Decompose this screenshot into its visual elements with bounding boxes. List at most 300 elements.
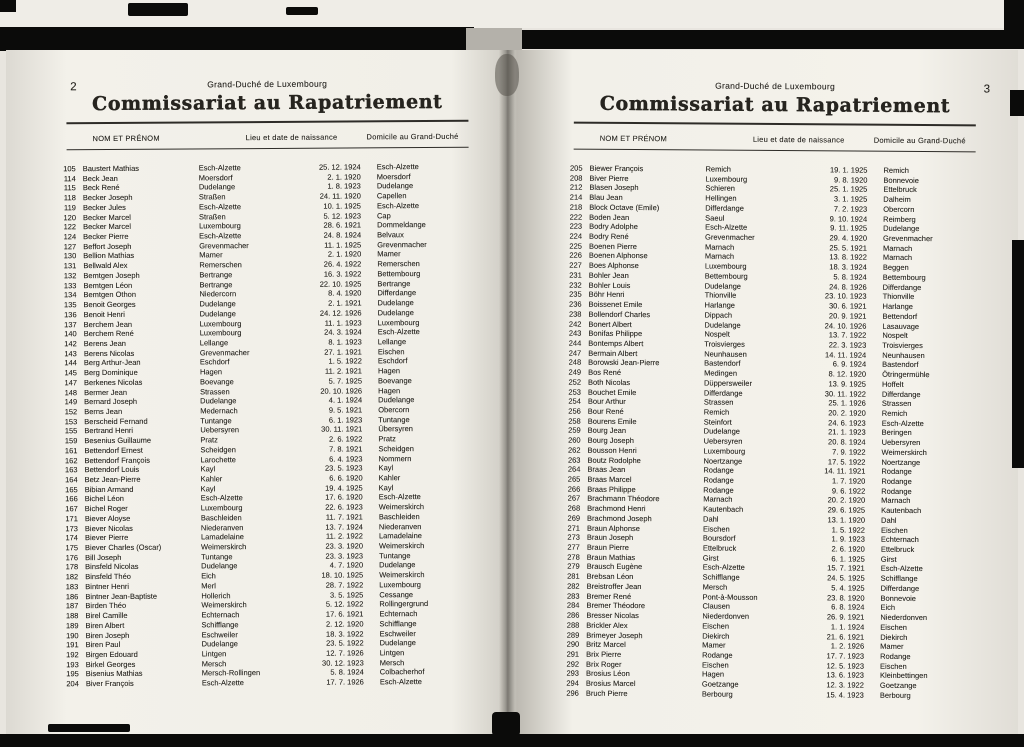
domicile-cell: Weimerskirch — [881, 447, 927, 457]
birthplace-cell: Remerschen — [199, 260, 242, 270]
birthplace-cell: Düppersweiler — [703, 378, 752, 388]
row-number: 225 — [569, 241, 583, 251]
publisher-line: Grand-Duché de Luxembourg — [715, 80, 836, 92]
domicile-cell: Esch-Alzette — [377, 327, 420, 337]
scan-artifact — [492, 712, 520, 736]
name-cell: Beck René — [82, 183, 120, 193]
birthplace-cell: Dahl — [703, 514, 719, 524]
birthdate-cell: 17. 5. 1922 — [827, 456, 866, 467]
name-cell: Both Nicolas — [587, 377, 631, 387]
name-cell: Bollendorf Charles — [588, 309, 651, 319]
domicile-cell: Dudelange — [377, 307, 414, 318]
birthdate-cell: 6. 6. 1920 — [329, 473, 363, 483]
birthdate-cell: 5. 8. 1924 — [330, 667, 364, 678]
row-number: 226 — [569, 251, 582, 261]
birthdate-cell: 10. 1. 1925 — [323, 201, 361, 211]
domicile-cell: Esch-Alzette — [881, 418, 924, 428]
domicile-cell: Echternach — [379, 609, 418, 619]
row-number: 264 — [567, 464, 581, 474]
birthdate-cell: 14. 11. 1924 — [825, 350, 867, 360]
birthdate-cell: 23. 8. 1920 — [826, 593, 865, 603]
name-cell: Brosius Marcel — [585, 678, 636, 689]
row-number: 294 — [566, 678, 579, 688]
domicile-cell: Esch-Alzette — [376, 200, 420, 211]
row-number: 195 — [66, 669, 79, 679]
name-cell: Bouchet Emile — [587, 387, 637, 397]
birthdate-cell: 24. 8. 1924 — [323, 230, 362, 240]
birthplace-cell: Hagen — [199, 367, 223, 377]
birthdate-cell: 12. 7. 1926 — [326, 648, 364, 658]
birthdate-cell: 5. 7. 1925 — [328, 376, 363, 386]
domicile-cell: Cap — [376, 210, 391, 220]
row-number: 137 — [64, 319, 77, 329]
birthdate-cell: 9. 11. 1925 — [830, 223, 868, 233]
name-cell: Brachmann Théodore — [587, 494, 660, 504]
birthplace-cell: Larochette — [200, 454, 236, 464]
row-number: 132 — [63, 271, 77, 281]
domicile-cell: Remerschen — [377, 259, 420, 269]
birthdate-cell: 12. 3. 1922 — [826, 680, 864, 690]
birthplace-cell: Lintgen — [201, 649, 227, 659]
row-number: 148 — [64, 387, 78, 397]
row-number: 248 — [568, 357, 582, 368]
birthplace-cell: Scheidgen — [200, 445, 236, 455]
birthplace-cell: Differdange — [705, 203, 744, 213]
name-cell: Bernard Joseph — [84, 397, 138, 407]
name-cell: Becker Marcel — [83, 222, 132, 232]
name-cell: Biever Nicolas — [84, 523, 133, 533]
birthplace-cell: Niederdonven — [702, 611, 750, 621]
name-cell: Brebsan Léon — [586, 571, 634, 582]
birthdate-cell: 22. 6. 1923 — [325, 502, 363, 512]
domicile-cell: Esch-Alzette — [376, 162, 419, 172]
birthplace-cell: Mersch — [702, 582, 728, 592]
row-number: 269 — [567, 513, 581, 523]
birthplace-cell: Straßen — [198, 211, 226, 222]
row-number: 278 — [567, 552, 580, 562]
domicile-cell: Luxembourg — [379, 579, 421, 590]
name-cell: Bill Joseph — [85, 552, 122, 562]
row-number: 190 — [66, 630, 79, 640]
name-cell: Baustert Mathias — [82, 163, 140, 174]
birthdate-cell: 11. 7. 1921 — [325, 512, 363, 522]
row-number: 105 — [63, 164, 76, 174]
birthdate-cell: 1. 5. 1922 — [328, 356, 362, 367]
domicile-cell: Eischen — [880, 525, 908, 535]
name-cell: Becker Marcel — [82, 212, 131, 222]
row-number: 175 — [65, 543, 79, 553]
birthdate-cell: 2. 12. 1920 — [325, 619, 364, 629]
row-number: 143 — [64, 348, 77, 358]
name-cell: Braun Mathias — [586, 552, 636, 562]
scan-black-band — [0, 734, 1024, 747]
birthplace-cell: Grevenmacher — [199, 240, 249, 251]
domicile-cell: Lamadelaine — [378, 531, 422, 541]
name-cell: Berens Nicolas — [83, 348, 135, 358]
birthplace-cell: Hagen — [701, 669, 725, 680]
birthplace-cell: Uebersyren — [703, 436, 743, 446]
birthdate-cell: 25. 1. 1926 — [828, 398, 866, 408]
name-cell: Biren Paul — [85, 640, 121, 650]
birthdate-cell: 29. 6. 1925 — [827, 505, 866, 515]
birthplace-cell: Lellange — [199, 338, 229, 348]
name-cell: Bettendorf François — [84, 455, 150, 465]
birthplace-cell: Medernach — [200, 406, 238, 416]
domicile-cell: Dahl — [881, 515, 897, 525]
birthdate-cell: 28. 7. 1922 — [325, 580, 364, 590]
birthplace-cell: Strassen — [703, 397, 734, 407]
row-number: 182 — [65, 572, 79, 582]
domicile-cell: Bastendorf — [882, 360, 919, 370]
birthplace-cell: Esch-Alzette — [199, 231, 242, 241]
row-number: 173 — [65, 523, 78, 533]
birthdate-cell: 24. 5. 1925 — [827, 573, 865, 583]
birthplace-cell: Differdange — [703, 388, 743, 398]
birthdate-cell: 30. 12. 1923 — [321, 658, 364, 668]
birthplace-cell: Rodange — [703, 485, 734, 495]
row-number: 236 — [569, 299, 582, 309]
birthplace-cell: Steinfort — [703, 417, 732, 427]
document-title: Commissariat au Rapatriement — [92, 90, 443, 116]
birthplace-cell: Schieren — [705, 183, 736, 194]
name-cell: Bohler Jean — [588, 270, 629, 280]
birthdate-cell: 11. 1. 1925 — [324, 240, 362, 250]
row-number: 223 — [569, 221, 583, 231]
row-number: 119 — [63, 203, 76, 213]
domicile-cell: Berbourg — [879, 690, 911, 700]
birthdate-cell: 13. 6. 1923 — [826, 670, 865, 681]
name-cell: Biever Charles (Oscar) — [84, 542, 162, 553]
domicile-cell: Mamer — [880, 641, 904, 652]
row-number: 277 — [567, 542, 580, 552]
domicile-cell: Dudelange — [379, 638, 416, 648]
birthplace-cell: Eischen — [702, 621, 730, 631]
birthdate-cell: 20. 2. 1920 — [828, 408, 866, 418]
birthdate-cell: 24. 3. 1924 — [324, 327, 362, 337]
name-cell: Bichel Léon — [84, 494, 124, 504]
birthdate-cell: 20. 10. 1926 — [320, 385, 363, 396]
birthdate-cell: 2. 1. 1920 — [327, 249, 362, 260]
birthplace-cell: Boevange — [199, 377, 234, 387]
birthplace-cell: Esch-Alzette — [705, 222, 748, 233]
row-number: 293 — [566, 668, 580, 679]
birthdate-cell: 15. 7. 1921 — [827, 563, 865, 574]
birthplace-cell: Eischen — [702, 660, 729, 670]
birthdate-cell: 29. 4. 1920 — [829, 233, 868, 243]
birthplace-cell: Hollerich — [201, 590, 231, 601]
domicile-cell: Diekirch — [880, 632, 908, 642]
domicile-cell: Esch-Alzette — [379, 677, 422, 687]
birthplace-cell: Dudelange — [704, 320, 741, 330]
domicile-cell: Eischen — [880, 661, 907, 671]
birthdate-cell: 23. 3. 1920 — [325, 541, 364, 551]
birthdate-cell: 13. 7. 1922 — [828, 330, 867, 340]
name-cell: Böhr Henri — [588, 290, 625, 300]
row-number: 244 — [568, 338, 582, 348]
domicile-cell: Bettembourg — [377, 268, 421, 279]
birthplace-cell: Luxembourg — [199, 328, 242, 338]
domicile-cell: Remich — [881, 408, 908, 418]
row-number: 192 — [66, 650, 79, 660]
domicile-cell: Hoffelt — [881, 379, 904, 389]
domicile-cell: Bettembourg — [882, 272, 926, 282]
row-number: 290 — [566, 639, 580, 649]
birthdate-cell: 26. 4. 1922 — [323, 259, 362, 269]
name-cell: Betz Jean-Pierre — [84, 474, 141, 485]
birthplace-cell: Kayl — [200, 464, 216, 474]
page-number: 3 — [983, 83, 991, 96]
row-number: 155 — [64, 426, 78, 436]
domicile-cell: Dudelange — [883, 224, 920, 234]
row-number: 163 — [65, 465, 78, 475]
name-cell: Berchem René — [83, 329, 134, 339]
birthplace-cell: Straßen — [198, 192, 226, 202]
domicile-cell: Bettendorf — [882, 311, 918, 321]
row-number: 133 — [63, 280, 77, 290]
domicile-cell: Dudelange — [379, 560, 416, 570]
domicile-cell: Moersdorf — [376, 171, 411, 182]
birthplace-cell: Rodange — [703, 475, 734, 485]
domicile-cell: Boevange — [377, 375, 412, 386]
name-cell: Biren Joseph — [85, 630, 130, 640]
scan-artifact — [48, 724, 130, 732]
row-number: 178 — [65, 562, 79, 572]
birthdate-cell: 30. 6. 1921 — [828, 301, 867, 311]
name-cell: Britz Marcel — [586, 639, 626, 650]
row-number: 271 — [567, 523, 581, 533]
birthdate-cell: 14. 11. 1921 — [824, 466, 866, 476]
row-number: 186 — [65, 591, 79, 601]
row-number: 115 — [63, 183, 76, 193]
birthdate-cell: 2. 1. 1921 — [328, 298, 362, 308]
domicile-cell: Differdange — [881, 389, 921, 399]
birthplace-cell: Clausen — [702, 601, 731, 612]
birthplace-cell: Remich — [703, 407, 730, 417]
domicile-cell: Cessange — [379, 589, 414, 599]
name-cell: Biewer François — [589, 163, 644, 174]
name-cell: Brimeyer Joseph — [586, 630, 643, 640]
name-cell: Binsfeld Théo — [85, 572, 131, 582]
document-title: Commissariat au Rapatriement — [599, 92, 951, 118]
domicile-cell: Uebersyren — [881, 437, 921, 448]
birthplace-cell: Moersdorf — [198, 172, 233, 183]
row-number: 166 — [65, 494, 78, 504]
birthplace-cell: Kautenbach — [703, 504, 744, 514]
row-number: 188 — [65, 611, 79, 621]
name-cell: Breistroffer Jean — [586, 581, 642, 591]
name-cell: Bremer Théodore — [586, 601, 646, 611]
row-number: 249 — [568, 367, 582, 377]
birthdate-cell: 13. 7. 1924 — [325, 522, 363, 532]
birthplace-cell: Berbourg — [701, 689, 733, 699]
row-number: 235 — [569, 289, 582, 300]
column-header-name: NOM ET PRÉNOM — [92, 133, 160, 144]
row-number: 162 — [64, 455, 78, 465]
row-number: 227 — [569, 260, 582, 270]
domicile-cell: Dudelange — [377, 298, 414, 308]
birthdate-cell: 6. 9. 1924 — [832, 359, 867, 370]
birthplace-cell: Merl — [201, 581, 216, 591]
row-number: 114 — [63, 173, 76, 183]
scan-artifact — [128, 3, 188, 16]
book-fold — [499, 50, 515, 736]
domicile-cell: Dudelange — [378, 395, 415, 405]
domicile-cell: Hagen — [378, 385, 401, 395]
name-cell: Braun Joseph — [586, 533, 634, 543]
birthdate-cell: 6. 4. 1923 — [329, 453, 363, 464]
row-number: 267 — [567, 494, 581, 504]
row-number: 222 — [569, 212, 583, 222]
name-cell: Biever Aloyse — [84, 513, 131, 524]
row-number: 242 — [568, 319, 582, 329]
birthplace-cell: Weimerskirch — [201, 600, 247, 610]
domicile-cell: Esch-Alzette — [880, 564, 923, 574]
name-table — [55, 162, 484, 689]
birthdate-cell: 17. 6. 1920 — [325, 492, 363, 503]
row-number: 286 — [566, 610, 580, 620]
domicile-cell: Weimerskirch — [379, 570, 425, 580]
domicile-cell: Baschleiden — [378, 511, 420, 522]
domicile-cell: Girst — [880, 554, 897, 564]
row-number: 183 — [65, 582, 79, 592]
domicile-cell: Bonnevoie — [880, 593, 917, 603]
row-number: 171 — [65, 514, 78, 524]
birthplace-cell: Mamer — [702, 640, 726, 650]
name-cell: Bertrand Henri — [84, 426, 134, 436]
domicile-cell: Differdange — [882, 282, 922, 292]
birthdate-cell: 23. 3. 1923 — [325, 551, 364, 561]
name-cell: Bintner Henri — [85, 581, 130, 592]
domicile-cell: Strassen — [881, 399, 912, 409]
birthdate-cell: 22. 3. 1923 — [828, 340, 867, 350]
name-cell: Brachmond Joseph — [587, 513, 652, 524]
birthplace-cell: Mersch — [201, 658, 227, 669]
name-cell: Berchem Jean — [83, 319, 133, 329]
birthdate-cell: 7. 9. 1922 — [832, 447, 866, 457]
name-cell: Biever Pierre — [84, 533, 129, 543]
birthdate-cell: 23. 5. 1922 — [326, 638, 364, 648]
row-number: 268 — [567, 503, 581, 513]
birthplace-cell: Medingen — [704, 368, 738, 378]
name-cell: Bontemps Albert — [588, 338, 644, 349]
birthdate-cell: 24. 10. 1926 — [824, 320, 867, 331]
birthplace-cell: Ettelbruck — [702, 543, 737, 553]
name-cell: Birden Théo — [85, 601, 127, 611]
domicile-cell: Pratz — [378, 434, 396, 444]
birthplace-cell: Strassen — [200, 386, 230, 396]
domicile-cell: Eich — [880, 603, 896, 613]
domicile-cell: Esch-Alzette — [378, 492, 421, 502]
name-cell: Bintner Jean-Baptiste — [85, 591, 158, 601]
name-cell: Birgen Edouard — [85, 649, 138, 660]
scan-artifact — [1004, 0, 1024, 32]
birthplace-cell: Esch-Alzette — [702, 562, 745, 573]
birthplace-cell: Bettembourg — [704, 271, 748, 281]
domicile-cell: Tuntange — [378, 414, 410, 425]
row-number: 164 — [65, 475, 78, 485]
birthdate-cell: 8. 4. 1920 — [328, 288, 362, 298]
birthdate-cell: 23. 5. 1923 — [324, 463, 363, 473]
birthdate-cell: 25. 1. 1925 — [829, 184, 868, 195]
name-cell: Brickler Alex — [586, 620, 628, 630]
name-cell: Bour René — [587, 406, 624, 416]
row-number: 204 — [66, 679, 79, 689]
birthdate-cell: 20. 9. 1921 — [828, 311, 867, 321]
row-number: 252 — [568, 377, 582, 387]
domicile-cell: Schifflange — [379, 618, 417, 629]
name-cell: Bonifas Philippe — [588, 328, 643, 339]
birthdate-cell: 23. 10. 1923 — [824, 291, 867, 301]
domicile-cell: Nommern — [378, 453, 412, 463]
birthplace-cell: Hellingen — [705, 193, 737, 203]
scan-band-gap — [466, 28, 522, 50]
birthdate-cell: 18. 3. 1924 — [829, 262, 867, 272]
row-number: 258 — [568, 416, 581, 426]
birthplace-cell: Mamer — [199, 250, 223, 260]
birthdate-cell: 9. 6. 1922 — [831, 486, 866, 496]
scan-artifact — [1012, 240, 1024, 468]
birthdate-cell: 16. 3. 1922 — [323, 269, 362, 279]
domicile-cell: Eischen — [377, 346, 405, 356]
domicile-cell: Kayl — [378, 463, 394, 473]
birthplace-cell: Goetzange — [701, 679, 739, 689]
birthdate-cell: 25. 12. 1924 — [318, 162, 361, 172]
row-number: 218 — [569, 202, 583, 212]
domicile-cell: Neunhausen — [882, 350, 925, 360]
row-number: 247 — [568, 348, 582, 358]
row-number: 191 — [66, 640, 79, 650]
name-cell: Birel Camille — [85, 610, 128, 621]
row-number: 214 — [569, 192, 583, 202]
birthdate-cell: 7. 2. 1923 — [833, 204, 868, 214]
birthplace-cell: Eischen — [702, 524, 730, 534]
birthdate-cell: 17. 7. 1926 — [326, 677, 364, 687]
domicile-cell: Ettelbruck — [880, 544, 915, 555]
row-number: 231 — [569, 270, 582, 280]
row-number: 149 — [64, 397, 78, 407]
name-cell: Bichel Roger — [84, 504, 128, 514]
domicile-cell: Lintgen — [379, 648, 405, 658]
row-number: 262 — [568, 445, 581, 455]
birthdate-cell: 11. 2. 1922 — [325, 531, 363, 541]
row-number: 174 — [65, 533, 78, 543]
row-number: 187 — [65, 601, 79, 611]
domicile-cell: Beringen — [881, 428, 912, 438]
birthdate-cell: 4. 1. 1924 — [328, 395, 363, 405]
birthdate-cell: 15. 4. 1923 — [826, 690, 864, 700]
birthplace-cell: Schifflange — [201, 619, 239, 630]
row-number: 136 — [64, 309, 77, 320]
domicile-cell: Kahler — [378, 473, 401, 483]
birthdate-cell: 13. 9. 1925 — [828, 379, 867, 389]
name-cell: Bemtgen Othon — [83, 290, 137, 300]
row-number: 265 — [567, 474, 581, 484]
row-number: 232 — [569, 280, 582, 290]
birthplace-cell: Harlange — [704, 300, 736, 310]
domicile-cell: Niederdonven — [880, 612, 928, 623]
row-number: 189 — [65, 620, 79, 631]
birthdate-cell: 9. 8. 1920 — [834, 175, 868, 185]
domicile-cell: Marnach — [882, 253, 913, 263]
scan-artifact — [1010, 90, 1024, 116]
domicile-cell: Belvaux — [377, 230, 404, 240]
column-header-name: NOM ET PRÉNOM — [599, 133, 668, 144]
birthplace-cell: Eschdorf — [199, 357, 230, 367]
column-header-domicile: Domicile au Grand-Duché — [366, 131, 459, 142]
name-cell: Braun Pierre — [586, 542, 630, 553]
row-number: 205 — [569, 163, 583, 173]
birthplace-cell: Niedercorn — [199, 289, 237, 299]
